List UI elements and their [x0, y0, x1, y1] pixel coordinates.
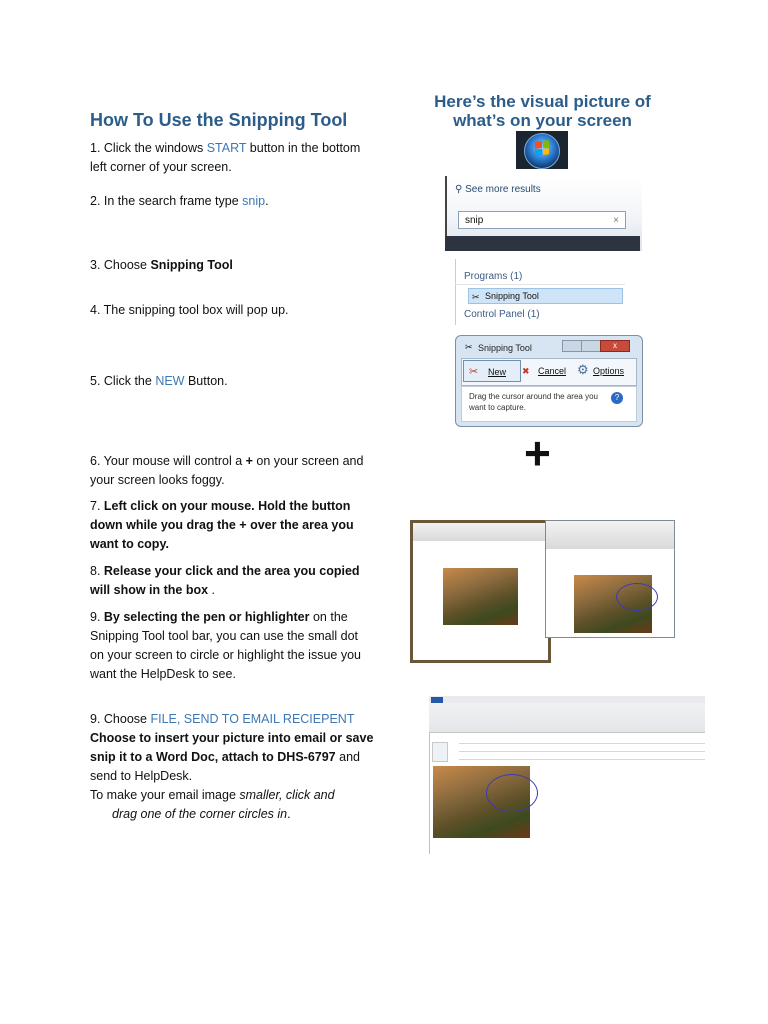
step-5-new: NEW	[155, 374, 185, 388]
step-7-number: 7.	[90, 499, 104, 513]
window-toolbar	[546, 521, 674, 549]
new-button-label: New	[488, 367, 507, 377]
step-8-period: .	[208, 583, 216, 597]
step-6-plus: +	[245, 454, 253, 468]
step-6-rest: on your screen and your screen looks foggy.	[90, 454, 364, 487]
clear-icon: ×	[613, 215, 619, 226]
step-9-pen: By selecting the pen or highlighter	[103, 610, 310, 624]
crosshair-plus-icon: +	[524, 427, 551, 479]
step-10-period: .	[287, 807, 291, 821]
step-2-period: .	[265, 194, 269, 208]
pen-markup-window	[545, 520, 675, 638]
options-button: Options	[593, 366, 625, 376]
control-panel-label: Control Panel (1)	[464, 309, 540, 320]
cancel-x-icon: ✖	[522, 366, 530, 376]
snip-result-window	[410, 520, 551, 663]
step-10-text: 9. Choose	[90, 712, 151, 726]
step-10-choose: Choose to insert your picture into email or save snip it to a Word Doc, attach to DHS-6797	[90, 731, 374, 764]
new-snip-icon: ✂	[469, 366, 479, 378]
scissors-icon: ✂	[465, 342, 473, 352]
step-10	[90, 710, 375, 824]
step-3-snipping-tool: Snipping Tool	[150, 258, 233, 272]
email-address-fields	[429, 738, 705, 762]
step-8	[90, 562, 375, 600]
visual-heading-line-1: Here’s the visual picture of	[434, 92, 651, 111]
step-2-snip: snip	[242, 194, 266, 208]
step-8-text: Release your click and the area you copied will show in the box	[90, 564, 360, 597]
step-10-smaller: smaller, click and	[239, 788, 335, 802]
step-3-text: 3. Choose	[90, 258, 151, 272]
window-toolbar	[413, 523, 548, 541]
step-10-file-send: FILE, SEND TO EMAIL RECIEPENT	[150, 712, 355, 726]
ribbon-tabs	[429, 696, 705, 703]
search-icon: ⚲	[455, 184, 463, 195]
minimize-icon	[562, 340, 582, 352]
visual-heading	[420, 92, 665, 130]
file-tab	[431, 697, 443, 703]
pen-circle	[616, 583, 658, 611]
step-9	[90, 608, 375, 684]
scissors-icon: ✂	[472, 292, 480, 302]
step-10-send: and send to HelpDesk.	[90, 750, 360, 783]
step-10-drag: drag one of the corner circles in	[112, 807, 288, 821]
visual-heading-line-2: what’s on your screen	[453, 111, 632, 130]
step-8-number: 8.	[90, 564, 104, 578]
step-3	[90, 256, 375, 275]
step-6-text: 6. Your mouse will control a	[90, 454, 246, 468]
maximize-icon	[581, 340, 601, 352]
dialog-title: Snipping Tool	[478, 343, 532, 353]
programs-label: Programs (1)	[464, 271, 523, 282]
close-icon: x	[600, 340, 630, 352]
step-5-text: 5. Click the	[90, 374, 156, 388]
dialog-message: Drag the cursor around the area you want to capture.	[469, 392, 598, 412]
step-9-text: on the Snipping Tool tool bar, you can use the small dot on your screen to circle or highlight the issue you want the HelpDesk to see.	[90, 610, 361, 681]
step-5	[90, 372, 375, 391]
step-4-text: 4. The snipping tool box will pop up.	[90, 303, 289, 317]
windows-flag-icon	[535, 140, 549, 155]
search-query: snip	[465, 215, 484, 226]
step-6	[90, 452, 375, 490]
step-4	[90, 301, 375, 320]
step-1-start: START	[206, 141, 247, 155]
step-10-email-image: To make your email image	[90, 788, 240, 802]
snipping-tool-result	[468, 288, 623, 304]
new-button	[463, 360, 521, 382]
taskbar-strip	[445, 236, 640, 251]
pen-circle	[486, 774, 538, 812]
step-1-rest: button in the bottom left corner of your screen.	[90, 141, 361, 174]
step-7-text: Left click on your mouse. Hold the button down while you drag the + over the area you want to copy.	[90, 499, 354, 551]
search-field	[458, 211, 626, 229]
page-title: How To Use the Snipping Tool	[90, 110, 348, 130]
step-7	[90, 497, 375, 554]
cancel-button: Cancel	[538, 366, 567, 376]
see-more-results	[455, 184, 541, 195]
gear-icon: ⚙	[577, 362, 589, 377]
captured-photo	[443, 568, 518, 625]
help-icon: ?	[611, 392, 623, 404]
step-1-text: 1. Click the windows	[90, 141, 207, 155]
step-2-text: 2. In the search frame type	[90, 194, 243, 208]
step-9-number: 9.	[90, 610, 104, 624]
snipping-tool-result-label: Snipping Tool	[485, 291, 539, 301]
step-2	[90, 192, 375, 211]
step-5-rest: Button.	[184, 374, 228, 388]
divider	[455, 284, 625, 285]
step-1	[90, 139, 375, 177]
see-more-label: See more results	[465, 184, 541, 195]
